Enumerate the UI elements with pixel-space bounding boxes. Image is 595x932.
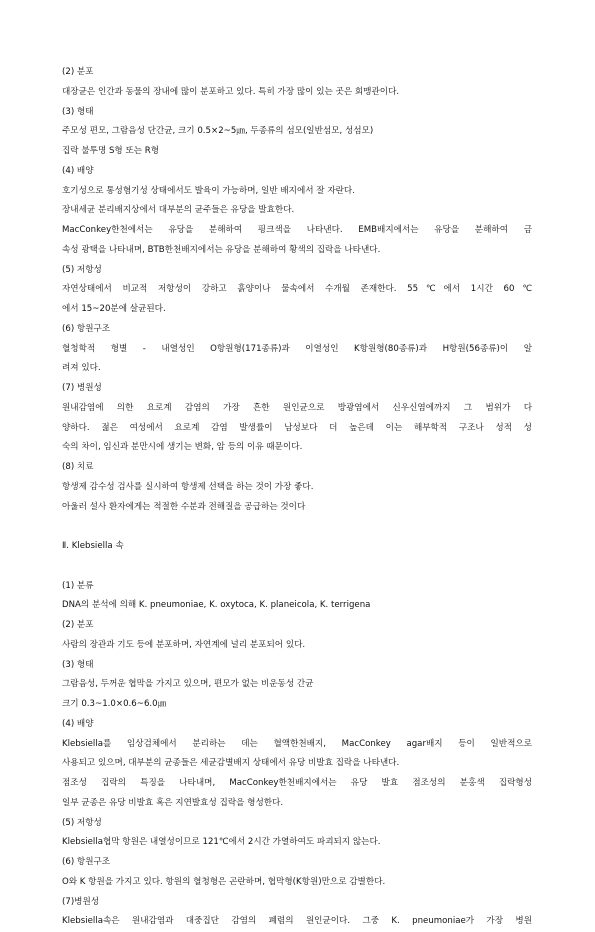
paragraph-line: 속성 광택을 나타내며, BTB한천배지에서는 유당을 분해하여 황색의 집락을 나타낸다.: [62, 244, 381, 255]
paragraph-line: 숙의 차이, 임신과 분만시에 생기는 변화, 암 등의 이유 때문이다.: [62, 442, 303, 453]
paragraph-line: 크기 0.3~1.0×0.6~6.0㎛: [62, 699, 167, 709]
subheading-culture: (4) 배양: [62, 718, 94, 729]
spacer: [62, 557, 532, 577]
paragraph-line: 사용되고 있으며, 대부분의 균종들은 세균감별배지 상태에서 유당 비발효 집락을 나타낸다.: [62, 758, 400, 769]
paragraph-line: 집락 불투명 S형 또는 R형: [62, 146, 160, 156]
document-body: [62, 63, 532, 932]
section-heading: Ⅱ. Klebsiella 속: [62, 541, 124, 551]
subheading-resistance: (5) 저항성: [62, 817, 102, 828]
paragraph-line: Klebsiella속은 원내감염과 대중집단 감염의 폐렴의 원인균이다. 그중 K. pneumoniae가 가장 병원: [62, 916, 532, 927]
subheading-distribution: (2) 분포: [62, 620, 94, 630]
paragraph-line: 대장균은 인간과 동물의 장내에 많이 분포하고 있다. 특히 가장 많이 있는 곳은 회맹관이다.: [62, 86, 400, 97]
paragraph-line: O와 K 항원을 가지고 있다. 항원의 혈청형은 곤란하며, 협막형(K항원)만으로 감별한다.: [62, 876, 386, 887]
paragraph-line: 려져 있다.: [62, 363, 101, 374]
paragraph-line: 항생제 감수성 검사를 실시하여 항생제 선택을 하는 것이 가장 좋다.: [62, 481, 314, 492]
paragraph-line: 에서 15~20분에 살균된다.: [62, 304, 166, 314]
paragraph-line: 혈청학적 형별 - 내열성인 O항원형(171종류)과 이열성인 K항원형(80종류)과 H항원(56종류)이 알: [62, 343, 532, 354]
paragraph-line: 일부 균종은 유당 비발효 혹은 지연발효성 집락을 형성한다.: [62, 797, 284, 808]
paragraph-line: 그람음성, 두꺼운 협막을 가지고 있으며, 편모가 없는 비운동성 간균: [62, 679, 314, 690]
paragraph-line: 주모성 편모, 그람음성 단간균, 크기 0.5×2~5㎛, 두종류의 섬모(일반섬모, 성섬모): [62, 126, 374, 137]
paragraph-line: 호기성으로 통성혐기성 상태에서도 발육이 가능하며, 일반 배지에서 잘 자란다.: [62, 185, 355, 196]
paragraph-line: 양하다. 젊은 여성에서 요로계 감염 발생률이 남성보다 더 높은데 이는 해부학적 구조나 성적 성: [62, 422, 532, 433]
subheading-pathogenicity: (7) 병원성: [62, 383, 102, 393]
paragraph-line: Klebsiella협막 항원은 내열성이므로 121℃에서 2시간 가열하여도 파괴되지 않는다.: [62, 837, 381, 848]
paragraph-line: 점조성 집락의 특징을 나타내며, MacConkey한천배지에서는 유당 발효 점조성의 분홍색 집락형성: [62, 778, 532, 788]
paragraph-line: DNA의 분석에 의해 K. pneumoniae, K. oxytoca, K. planeicola, K. terrigena: [62, 600, 371, 611]
spacer: [62, 517, 532, 537]
subheading-distribution: (2) 분포: [62, 67, 94, 77]
subheading-antigen: (6) 항원구조: [62, 323, 111, 334]
paragraph-line: 사람의 장관과 기도 등에 분포하며, 자연계에 널리 분포되어 있다.: [62, 639, 306, 650]
paragraph-line: 자연상태에서 비교적 저항성이 강하고 흙양이나 물속에서 수개월 존재한다. 55℃에서 1시간 60℃: [62, 284, 532, 295]
subheading-pathogenicity: (7)병원성: [62, 896, 100, 907]
subheading-antigen: (6) 항원구조: [62, 857, 111, 867]
subheading-culture: (4) 배양: [62, 165, 94, 176]
paragraph-line: 원내감염에 의한 요로계 감염의 가장 흔한 원인균으로 방광염에서 신우신염에까지 그 범위가 다: [62, 402, 532, 413]
paragraph-line: 장내세균 분리배지상에서 대부분의 균주들은 유당을 발효한다.: [62, 205, 295, 216]
subheading-treatment: (8) 치료: [62, 462, 94, 472]
subheading-morphology: (3) 형태: [62, 659, 94, 670]
subheading-morphology: (3) 형태: [62, 106, 94, 117]
subheading-resistance: (5) 저항성: [62, 264, 102, 275]
paragraph-line: 아울러 설사 환자에게는 적절한 수분과 전해질을 공급하는 것이다: [62, 501, 306, 512]
paragraph-line: Klebsiella를 임상검체에서 분리하는 데는 혈액한천배지, MacConkey agar배지 등이 일반적으로: [62, 738, 532, 749]
subheading-classification: (1) 분류: [62, 580, 94, 591]
paragraph-line: MacConkey한천에서는 유당을 분해하여 핑크색을 나타낸다. EMB배지에서는 유당을 분해하여 금: [62, 225, 532, 235]
